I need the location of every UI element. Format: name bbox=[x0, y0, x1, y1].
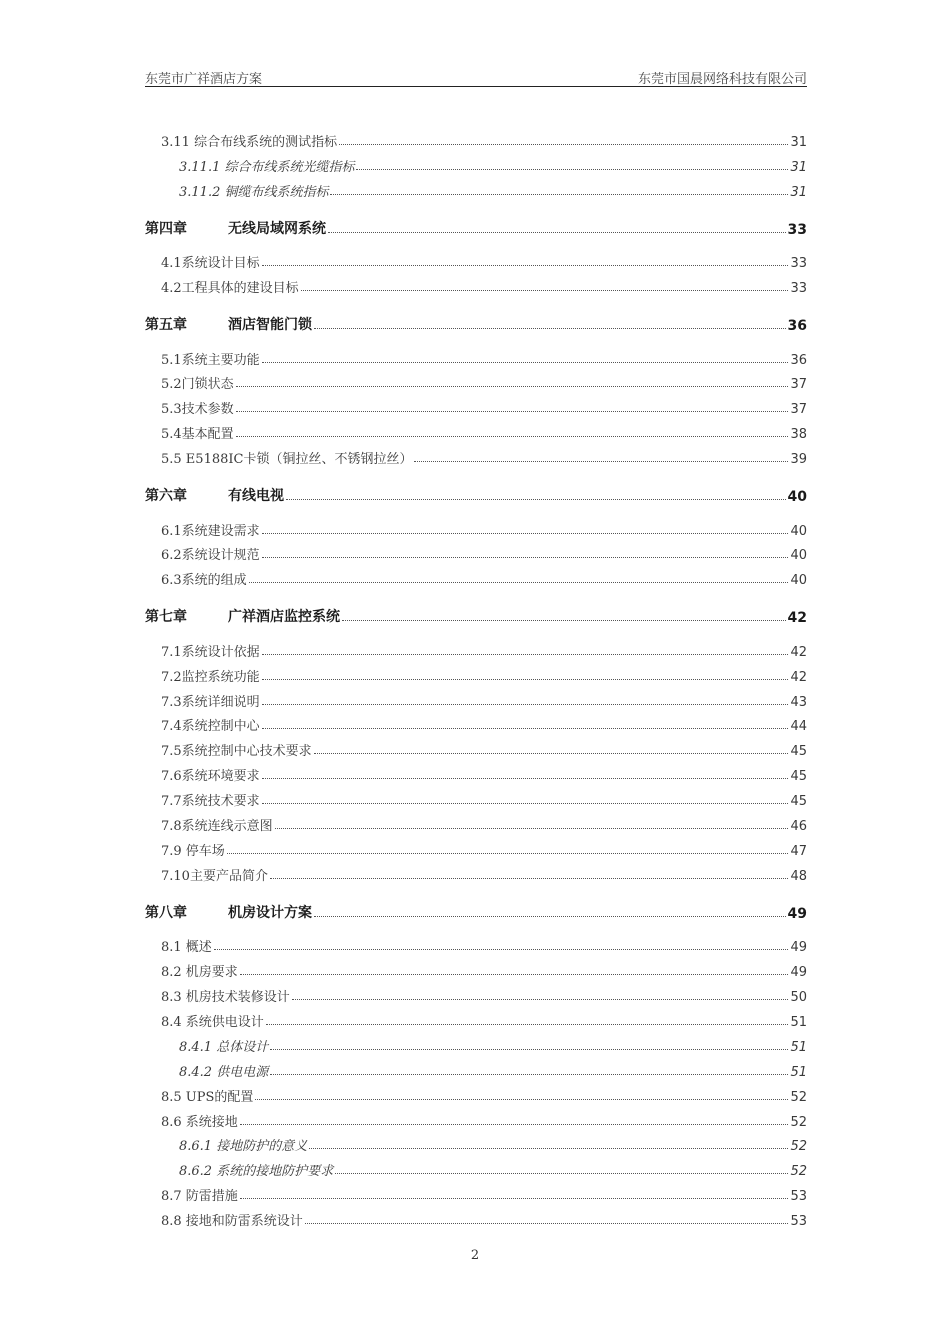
toc-dot-leader bbox=[301, 290, 789, 291]
toc-page-number: 52 bbox=[790, 1089, 807, 1105]
toc-section-entry[interactable] bbox=[145, 983, 807, 1005]
toc-entry-label: 7.3系统详细说明 bbox=[161, 694, 260, 710]
toc-section-entry[interactable] bbox=[145, 420, 807, 442]
toc-chapter-number: 第四章 bbox=[145, 220, 187, 237]
toc-dot-leader bbox=[356, 169, 788, 170]
toc-dot-leader bbox=[262, 704, 789, 705]
toc-subsection-entry[interactable] bbox=[145, 1033, 807, 1055]
toc-entry-label: 7.6系统环境要求 bbox=[161, 769, 260, 785]
toc-entry-label: 7.2监控系统功能 bbox=[161, 669, 260, 685]
toc-entry-label: 3.11.2 铜缆布线系统指标 bbox=[179, 184, 329, 200]
toc-page-number: 46 bbox=[790, 819, 807, 834]
toc-entry-label: 5.5 E5188IC卡锁（铜拉丝、不锈钢拉丝） bbox=[161, 452, 413, 468]
toc-entry-label: 5.3技术参数 bbox=[161, 402, 234, 418]
toc-dot-leader bbox=[314, 328, 786, 329]
toc-dot-leader bbox=[262, 803, 789, 804]
toc-section-entry[interactable] bbox=[145, 249, 807, 271]
toc-page-number: 48 bbox=[790, 868, 807, 884]
toc-chapter-entry[interactable] bbox=[145, 900, 807, 922]
toc-dot-leader bbox=[236, 436, 789, 437]
toc-page-number: 53 bbox=[790, 1214, 807, 1230]
toc-page-number: 33 bbox=[790, 256, 807, 272]
toc-subsection-entry[interactable] bbox=[145, 1132, 807, 1154]
toc-page-number: 37 bbox=[790, 402, 807, 418]
toc-entry-label: 8.3 机房技术装修设计 bbox=[161, 990, 290, 1005]
toc-entry-label bbox=[145, 485, 284, 505]
toc-section-entry[interactable] bbox=[145, 1207, 807, 1229]
toc-dot-leader bbox=[262, 533, 789, 534]
toc-page-number: 42 bbox=[790, 644, 807, 660]
toc-dot-leader bbox=[240, 1124, 789, 1125]
toc-page-number: 52 bbox=[790, 1164, 807, 1180]
toc-dot-leader bbox=[236, 386, 789, 387]
toc-entry-label: 8.6.2 系统的接地防护要求 bbox=[179, 1164, 334, 1180]
toc-entry-label: 5.1系统主要功能 bbox=[161, 352, 260, 368]
toc-page-number: 51 bbox=[790, 1014, 807, 1030]
toc-page-number: 31 bbox=[790, 135, 807, 150]
toc-entry-label: 5.2门锁状态 bbox=[161, 377, 234, 393]
toc-dot-leader bbox=[262, 778, 789, 779]
toc-dot-leader bbox=[255, 1099, 788, 1100]
toc-page-number: 52 bbox=[790, 1114, 807, 1130]
toc-section-entry[interactable] bbox=[145, 663, 807, 685]
toc-entry-label: 3.11.1 综合布线系统光缆指标 bbox=[179, 159, 355, 175]
toc-page-number: 37 bbox=[790, 377, 807, 393]
toc-entry-label: 6.2系统设计规范 bbox=[161, 548, 260, 564]
toc-subsection-entry[interactable] bbox=[145, 153, 807, 175]
toc-dot-leader bbox=[262, 362, 789, 363]
toc-chapter-title: 机房设计方案 bbox=[228, 904, 312, 921]
toc-page-number: 43 bbox=[790, 694, 807, 710]
toc-page-number: 45 bbox=[790, 794, 807, 810]
toc-section-entry[interactable] bbox=[145, 837, 807, 859]
toc-subsection-entry[interactable] bbox=[145, 1058, 807, 1080]
toc-chapter-title: 有线电视 bbox=[228, 488, 284, 504]
toc-entry-label: 3.11 综合布线系统的测试指标 bbox=[161, 135, 338, 150]
toc-entry-label bbox=[145, 314, 312, 334]
toc-page-number: 40 bbox=[790, 573, 807, 589]
toc-dot-leader bbox=[240, 974, 789, 975]
toc-entry-label: 8.2 机房要求 bbox=[161, 965, 238, 981]
toc-chapter-title: 酒店智能门锁 bbox=[228, 317, 312, 333]
toc-page-number: 31 bbox=[790, 184, 807, 200]
toc-dot-leader bbox=[240, 1198, 789, 1199]
toc-section-entry[interactable] bbox=[145, 1083, 807, 1105]
toc-entry-label: 7.1系统设计依据 bbox=[161, 644, 260, 660]
toc-page-number: 49 bbox=[790, 940, 807, 956]
toc-dot-leader bbox=[236, 411, 789, 412]
toc-page-number: 33 bbox=[787, 221, 807, 238]
toc-chapter-number: 第六章 bbox=[145, 488, 187, 504]
toc-dot-leader bbox=[270, 878, 789, 879]
toc-dot-leader bbox=[314, 916, 786, 917]
toc-chapter-number: 第七章 bbox=[145, 609, 187, 626]
toc-page-number: 38 bbox=[790, 427, 807, 443]
toc-dot-leader bbox=[227, 853, 789, 854]
page-number: 2 bbox=[470, 1248, 480, 1263]
toc-chapter-entry[interactable] bbox=[145, 312, 807, 334]
toc-page-number: 40 bbox=[787, 489, 807, 505]
toc-section-entry[interactable] bbox=[145, 862, 807, 884]
toc-section-entry[interactable] bbox=[145, 712, 807, 734]
toc-dot-leader bbox=[339, 144, 788, 145]
toc-subsection-entry[interactable] bbox=[145, 178, 807, 200]
toc-dot-leader bbox=[335, 1173, 788, 1174]
toc-entry-label bbox=[145, 218, 326, 238]
toc-section-entry[interactable] bbox=[145, 395, 807, 417]
toc-page-number: 45 bbox=[790, 744, 807, 760]
toc-entry-label: 8.8 接地和防雷系统设计 bbox=[161, 1214, 303, 1230]
toc-entry-label: 4.2工程具体的建设目标 bbox=[161, 281, 299, 297]
toc-page-number: 36 bbox=[787, 318, 807, 334]
toc-page-number: 40 bbox=[790, 548, 807, 564]
toc-dot-leader bbox=[262, 654, 789, 655]
toc-dot-leader bbox=[262, 557, 789, 558]
toc-entry-label: 8.4.1 总体设计 bbox=[179, 1039, 269, 1055]
toc-page-number: 42 bbox=[790, 669, 807, 685]
toc-dot-leader bbox=[292, 999, 789, 1000]
toc-section-entry[interactable] bbox=[145, 958, 807, 980]
toc-entry-label: 7.8系统连线示意图 bbox=[161, 819, 273, 834]
toc-section-entry[interactable] bbox=[145, 688, 807, 710]
toc-entry-label: 6.1系统建设需求 bbox=[161, 523, 260, 539]
toc-page-number: 44 bbox=[790, 719, 807, 735]
toc-chapter-entry[interactable] bbox=[145, 604, 807, 626]
toc-entry-label bbox=[145, 606, 340, 626]
toc-page-number: 39 bbox=[790, 452, 807, 468]
toc-chapter-number: 第八章 bbox=[145, 904, 187, 921]
toc-section-entry[interactable] bbox=[145, 128, 807, 150]
toc-section-entry[interactable] bbox=[145, 812, 807, 834]
toc-dot-leader bbox=[305, 1223, 789, 1224]
toc-page-number: 36 bbox=[790, 352, 807, 368]
toc-entry-label: 7.4系统控制中心 bbox=[161, 719, 260, 735]
toc-chapter-title: 无线局域网系统 bbox=[228, 220, 326, 237]
toc-dot-leader bbox=[270, 1074, 788, 1075]
toc-page-number: 47 bbox=[790, 843, 807, 859]
toc-section-entry[interactable] bbox=[145, 638, 807, 660]
toc-dot-leader bbox=[342, 620, 786, 621]
toc-entry-label bbox=[145, 902, 312, 922]
toc-section-entry[interactable] bbox=[145, 517, 807, 539]
toc-dot-leader bbox=[262, 679, 789, 680]
toc-dot-leader bbox=[262, 728, 789, 729]
toc-dot-leader bbox=[275, 828, 789, 829]
toc-chapter-title: 广祥酒店监控系统 bbox=[228, 609, 340, 626]
toc-dot-leader bbox=[314, 753, 789, 754]
toc-entry-label: 7.5系统控制中心技术要求 bbox=[161, 744, 312, 760]
toc-dot-leader bbox=[286, 499, 786, 500]
toc-page-number: 33 bbox=[790, 281, 807, 297]
toc-section-entry[interactable] bbox=[145, 933, 807, 955]
toc-page-number: 53 bbox=[790, 1189, 807, 1205]
toc-section-entry[interactable] bbox=[145, 1008, 807, 1030]
toc-entry-label: 5.4基本配置 bbox=[161, 427, 234, 443]
toc-dot-leader bbox=[414, 461, 788, 462]
toc-page-number: 45 bbox=[790, 769, 807, 785]
toc-page-number: 51 bbox=[790, 1039, 807, 1055]
toc-chapter-entry[interactable] bbox=[145, 483, 807, 505]
toc-page-number: 40 bbox=[790, 523, 807, 539]
toc-entry-label: 8.6 系统接地 bbox=[161, 1114, 238, 1130]
toc-dot-leader bbox=[214, 949, 789, 950]
toc-dot-leader bbox=[328, 232, 786, 233]
toc-page-number: 49 bbox=[787, 905, 807, 922]
toc-section-entry[interactable] bbox=[145, 346, 807, 368]
page-header bbox=[145, 66, 807, 87]
toc-dot-leader bbox=[330, 194, 788, 195]
toc-page-number: 31 bbox=[790, 159, 807, 175]
toc-dot-leader bbox=[309, 1148, 788, 1149]
toc-entry-label: 8.1 概述 bbox=[161, 940, 212, 956]
toc-page-number: 42 bbox=[787, 610, 807, 627]
toc-section-entry[interactable] bbox=[145, 1108, 807, 1130]
toc-section-entry[interactable] bbox=[145, 274, 807, 296]
toc-entry-label: 8.7 防雷措施 bbox=[161, 1189, 238, 1205]
toc-section-entry[interactable] bbox=[145, 737, 807, 759]
toc-dot-leader bbox=[270, 1049, 788, 1050]
toc-entry-label: 7.7系统技术要求 bbox=[161, 794, 260, 810]
header-left-title: 东莞市广祥酒店方案 bbox=[145, 72, 263, 87]
header-right-company: 东莞市国晨网络科技有限公司 bbox=[637, 72, 807, 87]
toc-section-entry[interactable] bbox=[145, 762, 807, 784]
toc-entry-label: 8.6.1 接地防护的意义 bbox=[179, 1139, 308, 1155]
toc-section-entry[interactable] bbox=[145, 370, 807, 392]
toc-entry-label: 8.4 系统供电设计 bbox=[161, 1014, 264, 1030]
toc-section-entry[interactable] bbox=[145, 1182, 807, 1204]
toc-entry-label: 8.5 UPS的配置 bbox=[161, 1089, 254, 1105]
toc-section-entry[interactable] bbox=[145, 566, 807, 588]
toc-page-number: 51 bbox=[790, 1064, 807, 1080]
toc-entry-label: 7.10主要产品简介 bbox=[161, 868, 268, 884]
toc-chapter-number: 第五章 bbox=[145, 317, 187, 333]
toc-entry-label: 7.9 停车场 bbox=[161, 843, 225, 859]
toc-section-entry[interactable] bbox=[145, 787, 807, 809]
toc-section-entry[interactable] bbox=[145, 541, 807, 563]
toc-entry-label: 4.1系统设计目标 bbox=[161, 256, 260, 272]
toc-dot-leader bbox=[262, 265, 789, 266]
toc-dot-leader bbox=[266, 1024, 789, 1025]
toc-section-entry[interactable] bbox=[145, 445, 807, 467]
toc-dot-leader bbox=[249, 582, 789, 583]
toc-entry-label: 6.3系统的组成 bbox=[161, 573, 247, 589]
toc-chapter-entry[interactable] bbox=[145, 216, 807, 238]
toc-subsection-entry[interactable] bbox=[145, 1157, 807, 1179]
toc-page-number: 52 bbox=[790, 1139, 807, 1155]
toc-entry-label: 8.4.2 供电电源 bbox=[179, 1064, 269, 1080]
toc-page-number: 49 bbox=[790, 965, 807, 981]
toc-page-number: 50 bbox=[790, 990, 807, 1005]
